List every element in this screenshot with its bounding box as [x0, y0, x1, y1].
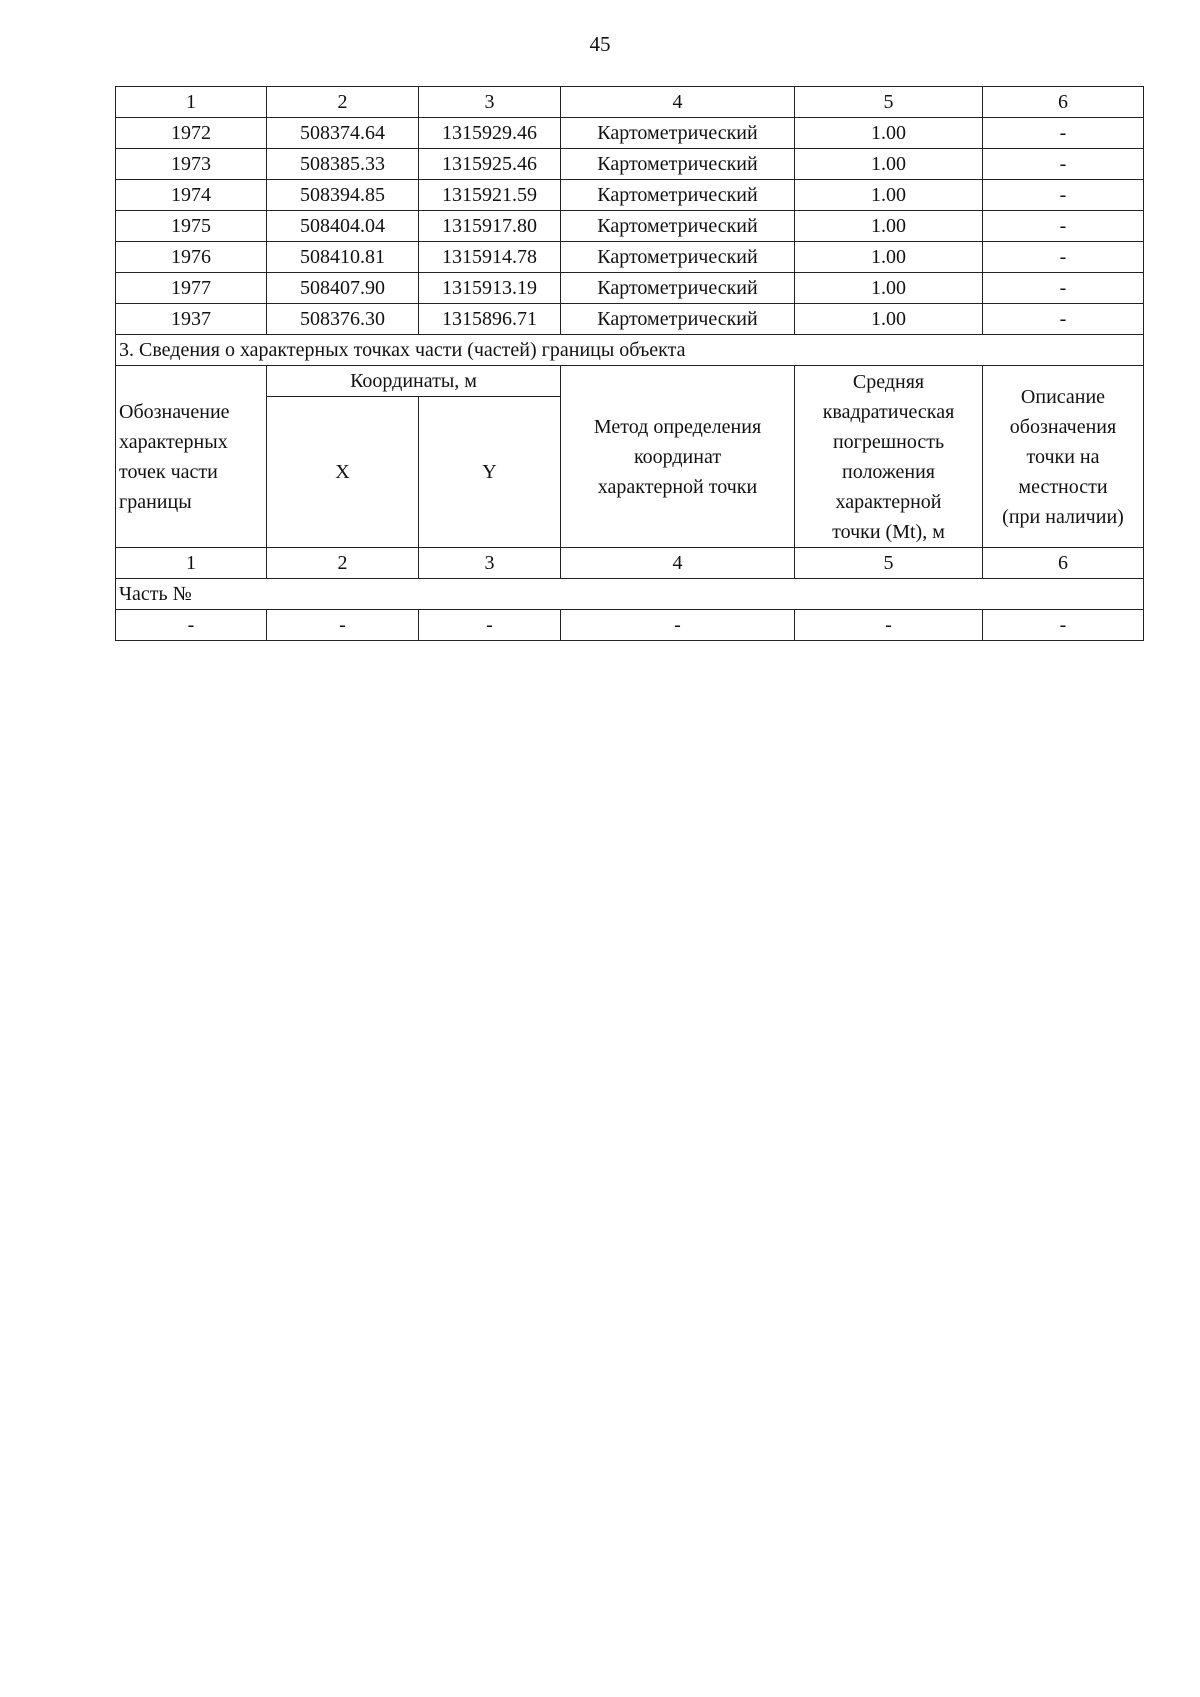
accuracy-header-line: Средняя — [852, 370, 925, 393]
empty-cell: - — [116, 610, 267, 641]
section-title-row — [116, 335, 1144, 366]
column-number: 2 — [267, 87, 419, 118]
x-cell: 508407.90 — [267, 273, 419, 304]
method-header-line: характерной точки — [597, 475, 758, 498]
table-row — [116, 242, 1144, 273]
method-cell: Картометрический — [561, 180, 795, 211]
method-cell: Картометрический — [561, 273, 795, 304]
description-header-line: местности — [1018, 475, 1108, 498]
column-number: 2 — [267, 548, 419, 579]
section-title: 3. Сведения о характерных точках части (частей) границы объекта — [116, 335, 1144, 366]
y-cell: 1315925.46 — [419, 149, 561, 180]
part-label: Часть № — [116, 579, 1144, 610]
method-cell: Картометрический — [561, 211, 795, 242]
point-cell: 1972 — [116, 118, 267, 149]
column-number: 1 — [116, 87, 267, 118]
point-cell: 1976 — [116, 242, 267, 273]
column-number: 5 — [795, 87, 983, 118]
method-cell: Картометрический — [561, 149, 795, 180]
empty-cell: - — [561, 610, 795, 641]
empty-cell: - — [795, 610, 983, 641]
x-cell: 508374.64 — [267, 118, 419, 149]
description-cell: - — [983, 304, 1144, 335]
description-header-line: (при наличии) — [1002, 505, 1124, 528]
column-number: 3 — [419, 87, 561, 118]
point-cell: 1974 — [116, 180, 267, 211]
accuracy-cell: 1.00 — [795, 242, 983, 273]
y-cell: 1315917.80 — [419, 211, 561, 242]
accuracy-header-line: точки (Mt), м — [832, 520, 945, 543]
page-number: 45 — [589, 32, 611, 56]
description-cell: - — [983, 273, 1144, 304]
method-cell: Картометрический — [561, 242, 795, 273]
table-row — [116, 211, 1144, 242]
column-number-row — [116, 87, 1144, 118]
description-cell: - — [983, 242, 1144, 273]
accuracy-cell: 1.00 — [795, 118, 983, 149]
description-cell: - — [983, 118, 1144, 149]
x-cell: 508385.33 — [267, 149, 419, 180]
description-header-line: Описание — [1020, 385, 1106, 408]
table-row — [116, 304, 1144, 335]
table-row — [116, 180, 1144, 211]
description-cell: - — [983, 211, 1144, 242]
accuracy-header — [795, 366, 983, 548]
description-header-line: точки на — [1026, 445, 1100, 468]
accuracy-header-line: положения — [842, 460, 935, 483]
column-number: 4 — [561, 87, 795, 118]
point-cell: 1973 — [116, 149, 267, 180]
designation-header-line: характерных — [119, 430, 228, 453]
method-header-line: Метод определения — [593, 415, 762, 438]
method-cell: Картометрический — [561, 304, 795, 335]
column-number: 4 — [561, 548, 795, 579]
coordinates-header: Координаты, м — [267, 366, 561, 397]
designation-header-line: Обозначение — [119, 400, 230, 423]
y-cell: 1315921.59 — [419, 180, 561, 211]
empty-cell: - — [267, 610, 419, 641]
point-cell: 1975 — [116, 211, 267, 242]
description-cell: - — [983, 180, 1144, 211]
header-row-1 — [116, 366, 1144, 397]
designation-header-line: границы — [119, 490, 192, 513]
x-cell: 508410.81 — [267, 242, 419, 273]
accuracy-header-line: характерной — [835, 490, 942, 513]
table-row — [116, 610, 1144, 641]
column-number: 6 — [983, 87, 1144, 118]
accuracy-cell: 1.00 — [795, 273, 983, 304]
accuracy-cell: 1.00 — [795, 211, 983, 242]
method-header — [561, 366, 795, 548]
table-row — [116, 273, 1144, 304]
accuracy-cell: 1.00 — [795, 180, 983, 211]
point-cell: 1937 — [116, 304, 267, 335]
designation-header-line: точек части — [119, 460, 218, 483]
accuracy-header-line: квадратическая — [822, 400, 955, 423]
description-cell: - — [983, 149, 1144, 180]
method-header-line: координат — [633, 445, 722, 468]
column-number: 6 — [983, 548, 1144, 579]
accuracy-cell: 1.00 — [795, 149, 983, 180]
point-cell: 1977 — [116, 273, 267, 304]
description-header-line: обозначения — [1009, 415, 1117, 438]
column-number: 5 — [795, 548, 983, 579]
column-number-row — [116, 548, 1144, 579]
description-header — [983, 366, 1144, 548]
accuracy-cell: 1.00 — [795, 304, 983, 335]
method-cell: Картометрический — [561, 118, 795, 149]
x-cell: 508404.04 — [267, 211, 419, 242]
y-cell: 1315896.71 — [419, 304, 561, 335]
column-number: 3 — [419, 548, 561, 579]
y-header: Y — [419, 397, 561, 548]
y-cell: 1315929.46 — [419, 118, 561, 149]
column-number: 1 — [116, 548, 267, 579]
table-row — [116, 118, 1144, 149]
empty-cell: - — [419, 610, 561, 641]
empty-cell: - — [983, 610, 1144, 641]
table-row — [116, 149, 1144, 180]
coordinates-table — [115, 86, 1144, 641]
x-cell: 508376.30 — [267, 304, 419, 335]
y-cell: 1315914.78 — [419, 242, 561, 273]
accuracy-header-line: погрешность — [832, 430, 945, 453]
y-cell: 1315913.19 — [419, 273, 561, 304]
x-cell: 508394.85 — [267, 180, 419, 211]
part-label-row — [116, 579, 1144, 610]
designation-header — [116, 366, 267, 548]
x-header: X — [267, 397, 419, 548]
